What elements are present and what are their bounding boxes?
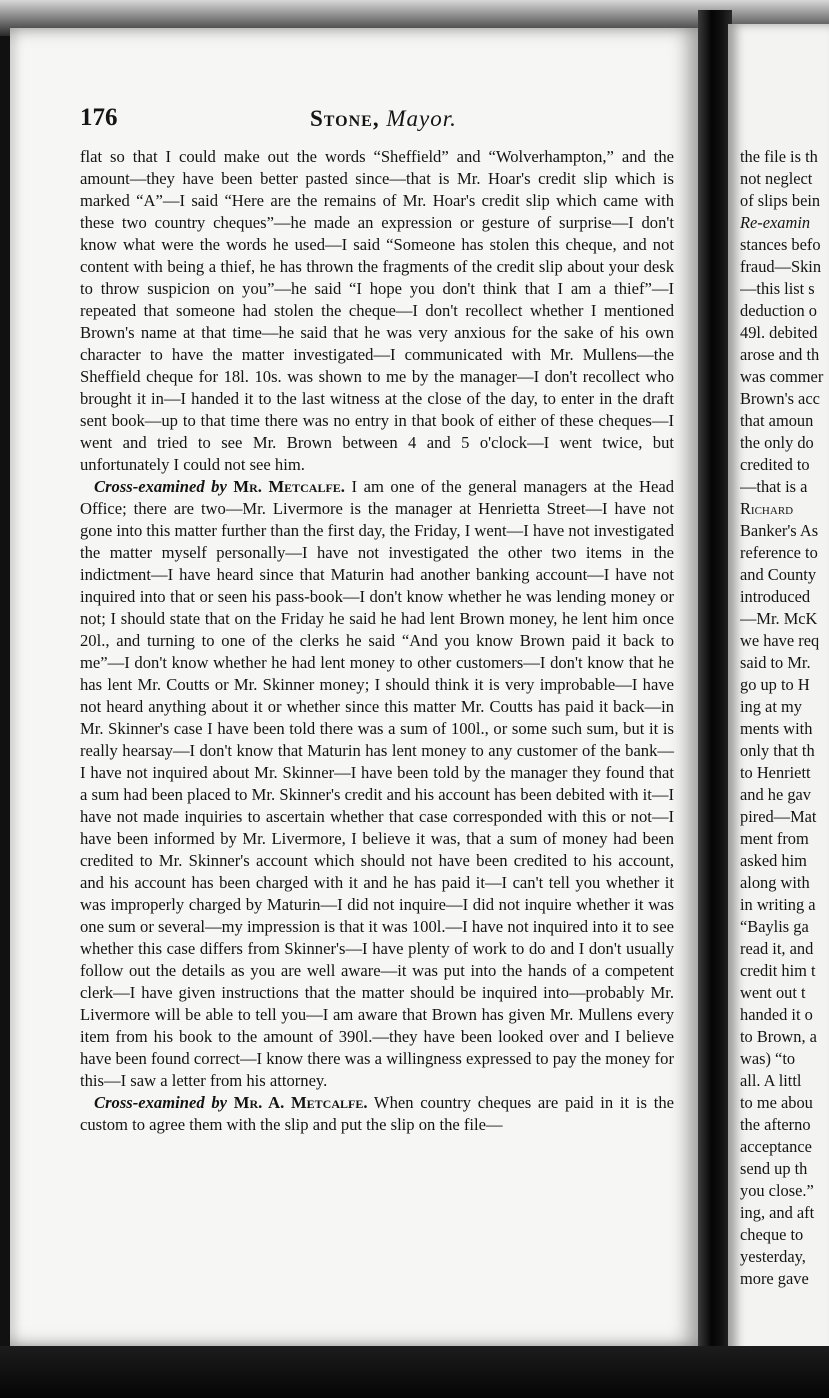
second-cross-examination-text: When country cheques are paid in it is the custom to agree them with the slip and put the slip on the file— [80,1093,674,1134]
right-column-line: handed it o [740,1005,813,1024]
cross-examined-lead: Cross-examined by [94,477,227,496]
right-column-line: yesterday, [740,1247,806,1266]
right-column-line: acceptance [740,1137,812,1156]
right-column-line: to Henriett [740,763,811,782]
right-column-line: asked him [740,851,807,870]
right-column-line: ing at my [740,697,802,716]
right-column-line: Richard [740,499,794,518]
right-column-line: in writing a [740,895,816,914]
right-column-line: deduction o [740,301,817,320]
paragraph-second-cross-examination [80,1092,674,1136]
running-head-title: Mayor. [386,106,457,131]
right-column-line: went out t [740,983,806,1002]
right-column-line: you close.” [740,1181,814,1200]
right-column-line: Re-examin [740,213,811,232]
right-column-line: credit him t [740,961,816,980]
right-column-line: to Brown, a [740,1027,817,1046]
right-column-line: the file is th [740,147,818,166]
paragraph-examination: flat so that I could make out the words “Sheffield” and “Wolverhampton,” and the amount—they have been better pasted since—that is Mr. Hoar's credit slip which is marked “A”—I said “Here are the remains of Mr. Hoar's credit slip which came with these two country cheques”—he made an expression or gesture of surprise—I don't know what were the words he used—I said “Someone has stolen this cheque, and not content with being a thief, he has thrown the fragments of the credit slip about your desk to throw suspicion on you”—he said “I hope you don't think that I am a thief”—I repeated that someone had stolen the cheque—I don't recollect whether I mentioned Brown's name at that time—he said that he was very anxious for the sake of his own character to have the matter investigated—I communicated with Mr. Mullens—the Sheffield cheque for 18l. 10s. was shown to me by the manager—I don't recollect who brought it in—I handed it to the last witness at the close of the day, to enter in the draft sent book—up to that time there was no entry in that book of either of these cheques—I went and tried to see Mr. Brown between 4 and 5 o'clock—I went twice, but unfortunately I could not see him. [80,147,674,474]
right-column-line: and County [740,565,817,584]
right-column-line: send up th [740,1159,808,1178]
right-column-line: “Baylis ga [740,917,809,936]
cross-examined-lead-2: Cross-examined by [94,1093,228,1112]
right-column-line: —that is a [740,477,808,496]
cross-examination-text: I am one of the general managers at the Head Office; there are two—Mr. Livermore is the manager at Henrietta Street—I have not gone into this matter further than the first day, the Friday, I went—I have not investigated the matter myself personally—I have not investigated the other two items in the indictment—I have heard since that Maturin had another banking account—I have not inquired into that or seen his pass-book—I don't know whether he was lending money or not; I should state that on the Friday he said he had lent Brown money, he lent him once 20l., and turning to one of the clerks he said “And you know Brown paid it back to me”—I don't know whether he had lent money to other customers—I don't know that he has lent Mr. Coutts or Mr. Skinner money; I should think it is very improbable—I have not heard anything about it or whether since this matter Mr. Coutts has paid it back—in Mr. Skinner's case I have been told there was a sum of 100l., or some such sum, but it is really hearsay—I don't know that Maturin has lent money to any customer of the bank—I have not inquired about Mr. Skinner—I have been told by the manager they found that a sum had been placed to Mr. Skinner's credit and his account has been debited with it—I have not made inquiries to ascertain whether that case corresponded with this or not—I have been informed by Mr. Livermore, I believe it was, that a sum of money had been credited to Mr. Skinner's account which should not have been credited to his account, and his account has been charged with it and he has paid it—I can't tell you whether it was improperly charged by Maturin—I did not inquire—I did not inquire whether it was one sum or several—my impression is that it was 100l.—I have not inquired into it to see whether this case differs from Skinner's—I have plenty of work to do and I don't usually follow out the details as you are well aware—it was put into the hands of a competent clerk—I have given instructions that the matter should be inquired into—probably Mr. Livermore will be able to tell you—I am aware that Brown has given Mr. Mullens every item from his book to the amount of 390l.—they have been looked over and I believe have been found correct—I know there was a willingness expressed to pay the money for this—I saw a letter from his attorney. [80,477,675,1090]
right-column-line: was) “to [740,1049,796,1068]
right-column-line: cheque to [740,1225,804,1244]
page-header [80,104,674,138]
right-column-line: the only do [740,433,814,452]
counsel-name-2: Mr. A. Metcalfe. [233,1093,368,1112]
left-column-text [80,146,674,1136]
right-column-line: go up to H [740,675,810,694]
paragraph-cross-examination [80,476,674,1092]
right-column-line: said to Mr. [740,653,811,672]
right-column-line: ments with [740,719,813,738]
right-column-line: credited to [740,455,810,474]
right-column-line: along with [740,873,810,892]
running-head-name: Stone, [310,106,380,131]
right-column-line: was commer [740,367,824,386]
right-column-line: —Mr. McK [740,609,818,628]
right-column-line: fraud—Skin [740,257,822,276]
right-column-line: the afterno [740,1115,811,1134]
counsel-name: Mr. Metcalfe. [233,477,345,496]
right-column-line: arose and th [740,345,820,364]
right-column-line: more gave [740,1269,809,1288]
right-column-line: read it, and [740,939,814,958]
right-column-line: 49l. debited [740,323,818,342]
right-column-fragments [740,146,829,1290]
book-gutter [698,10,732,1370]
right-column-line: introduced [740,587,811,606]
right-column-line: ment from [740,829,809,848]
right-column-line: that amoun [740,411,814,430]
right-column-line: all. A littl [740,1071,802,1090]
right-column-line: stances befo [740,235,821,254]
right-column-line: and he gav [740,785,811,804]
right-column-line: reference to [740,543,818,562]
right-column-line: Brown's acc [740,389,820,408]
page-number: 176 [80,104,118,131]
bottom-shadow [0,1346,829,1398]
right-column-line: only that th [740,741,815,760]
right-column-line: we have req [740,631,820,650]
right-column-line: to me abou [740,1093,813,1112]
right-column-line: not neglect [740,169,813,188]
right-column-line: pired—Mat [740,807,817,826]
right-column-line: —this list s [740,279,815,298]
running-head [310,106,457,132]
right-column-line: ing, and aft [740,1203,815,1222]
right-column-line: Banker's As [740,521,819,540]
right-column-line: of slips bein [740,191,821,210]
